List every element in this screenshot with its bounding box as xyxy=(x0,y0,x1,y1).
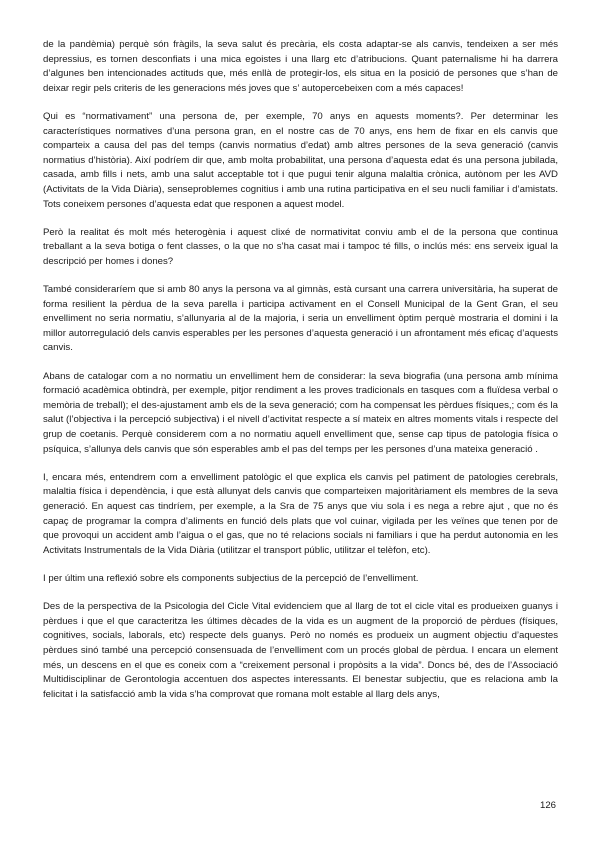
paragraph: Qui es “normativament” una persona de, per exemple, 70 anys en aquests moments?. Per determinar les característiques normatives d’una persona gran, en el nostre cas de 70 anys, ens hem de fixar en els canvis que comparteix a causa del pas del temps (canvis normatius d’edat) amb altres persones de la seva generació (canvis normatius d’història). Així podríem dir que, amb molta probabilitat, una persona d’aquesta edat és una persona jubilada, casada, amb fills i nets, amb una salut acceptable tot i que pugui tenir alguna malaltia crònica, autònom per les AVD (Activitats de la Vida Diària), senseproblemes cognitius i amb una rutina participativa en el seu nucli familiar i d’amistats. Tots coneixem persones d’aquesta edat que responen a aquest model. xyxy=(43,110,558,210)
paragraph: I per últim una reflexió sobre els components subjectius de la percepció de l’envelliment. xyxy=(43,572,419,584)
paragraph: I, encara més, entendrem com a envelliment patològic el que explica els canvis pel patiment de patologies cerebrals, malaltia física i dependència, i que està allunyat dels canvis que comparteixen majoritàriament els membres de la seva generació. En aquest cas tindríem, per exemple, a la Sra de 75 anys que viu sola i es nega a rebre ajut , que no és capaç de programar la compra d’aliments en funció dels plats que vol cuinar, vigilada per les veïnes que tenen por de que provoqui un accident amb l’aigua o el gas, que no té relacions socials ni familiars i que ha perdut autonomia en les Activitats Instrumentals de la Vida Diària (utilitzar el transport públic, utilitzar el telèfon, etc). xyxy=(43,471,558,556)
paragraph: Però la realitat és molt més heterogènia i aquest clixé de normativitat conviu amb el de la persona que continua treballant a la seva botiga o fent classes, o la que no s’ha casat mai i tampoc té fills, o inclús més: ens serveix igual la descripció per homes i dones? xyxy=(43,226,558,267)
document-body xyxy=(43,38,558,716)
page-number: 126 xyxy=(539,800,556,811)
paragraph: Des de la perspectiva de la Psicologia del Cicle Vital evidenciem que al llarg de tot el cicle vital es produeixen guanys i pèrdues i que el que caracteritza les últimes dècades de la vida es un augment de la proporció de pèrdues (físiques, cognitives, socials, laborals, etc) respecte dels guanys. Però no només es produeix un augment objectiu d’aquestes pèrdues sinó també una percepció consensuada de l’envelliment com un procés global de pèrdua. I encara un element més, un descens en el que es coneix com a “creixement personal i propòsits a la vida”. Doncs bé, des de l’Associació Multidisciplinar de Gerontologia accentuen dos aspectes interessants. El benestar subjectiu, que es relaciona amb la felicitat i la satisfacció amb la vida s’ha comprovat que romana molt estable al llarg dels anys, xyxy=(43,601,558,700)
paragraph: També consideraríem que si amb 80 anys la persona va al gimnàs, està cursant una carrera universitària, ha superat de forma resilient la pèrdua de la seva parella i participa activament en el Consell Municipal de la Gent Gran, el seu envelliment no seria normatiu, s’allunyaria al de la majoria, i seria un envelliment òptim perquè mostraria el domini i la millor autorregulació dels canvis esperables per les persones d’aquesta generació i un afrontament més eficaç d’aquests canvis. xyxy=(43,284,558,354)
paragraph: Abans de catalogar com a no normatiu un envelliment hem de considerar: la seva biografia (una persona amb mínima formació acadèmica obtindrà, per exemple, pitjor rendiment a les proves tradicionals en tasques com a fluïdesa verbal o memòria de treball); el des-ajustament amb els de la seva generació; com ha compensat les pèrdues físiques,; com és la salut (l’objectiva i la percepció subjectiva) i el nivell d’activitat respecte a sí mateix en altres moments vitals i respecte del grup de coetanis. Perquè considerem com a no normatiu aquell envelliment que, sense cap tipus de patologia física o psíquica, s’allunya dels canvis que són esperables amb el pas del temps per les persones d’una mateixa generació . xyxy=(43,370,558,455)
paragraph: de la pandèmia) perquè són fràgils, la seva salut és precària, els costa adaptar-se als canvis, tendeixen a ser més depressius, es tornen desconfiats i una mica egoistes i una llarg etc d’atribucions. Quant paternalisme hi ha darrera d’algunes ben intencionades actituds que, més enllà de protegir-los, els situa en la posició de persones que s’han de deixar regir pels criteris de les generacions més joves que s’ autopercebeixen com a més capaces! xyxy=(43,39,558,94)
